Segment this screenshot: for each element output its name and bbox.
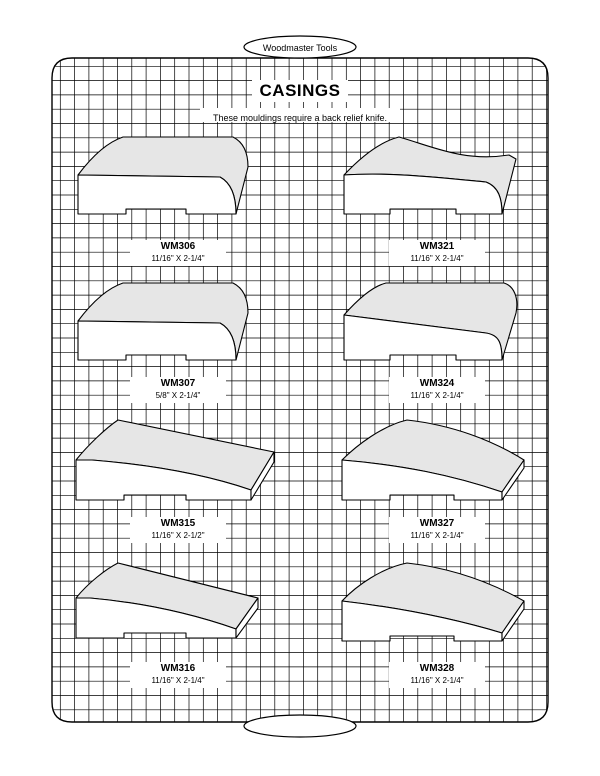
- moulding-size: 11/16" X 2-1/4": [151, 676, 205, 685]
- moulding-size: 11/16" X 2-1/4": [410, 391, 464, 400]
- moulding-code: WM315: [160, 518, 196, 529]
- moulding-code: WM306: [160, 241, 196, 252]
- caption-wm315: [130, 517, 226, 543]
- moulding-code: WM327: [419, 518, 455, 529]
- moulding-size: 11/16" X 2-1/4": [410, 254, 464, 263]
- moulding-size: 11/16" X 2-1/4": [410, 676, 464, 685]
- moulding-code: WM324: [419, 378, 455, 389]
- moulding-size: 5/8" X 2-1/4": [155, 391, 201, 400]
- moulding-size: 11/16" X 2-1/4": [410, 531, 464, 540]
- caption-wm306: [130, 240, 226, 266]
- subtitle-box: [200, 108, 400, 122]
- page-subtitle: These mouldings require a back relief knife.: [212, 113, 388, 123]
- caption-wm324: [389, 377, 485, 403]
- page-title: CASINGS: [259, 81, 341, 100]
- brand-tag: Woodmaster Tools: [262, 43, 338, 53]
- profile-wm315: [76, 420, 274, 500]
- moulding-code: WM321: [419, 241, 455, 252]
- moulding-size: 11/16" X 2-1/4": [151, 254, 205, 263]
- caption-wm328: [389, 662, 485, 688]
- profile-wm324: [344, 283, 517, 360]
- profile-wm327: [342, 420, 524, 500]
- moulding-code: WM328: [419, 663, 455, 674]
- caption-wm316: [130, 662, 226, 688]
- profile-wm307: [78, 283, 248, 360]
- profile-wm328: [342, 563, 524, 641]
- moulding-code: WM307: [160, 378, 196, 389]
- moulding-size: 11/16" X 2-1/2": [151, 531, 205, 540]
- caption-wm307: [130, 377, 226, 403]
- bottom-oval: [244, 715, 356, 737]
- profile-wm321: [344, 137, 516, 214]
- profile-wm316: [76, 563, 258, 638]
- profile-wm306: [78, 137, 248, 214]
- title-box: [252, 80, 348, 102]
- caption-wm327: [389, 517, 485, 543]
- moulding-code: WM316: [160, 663, 196, 674]
- caption-wm321: [389, 240, 485, 266]
